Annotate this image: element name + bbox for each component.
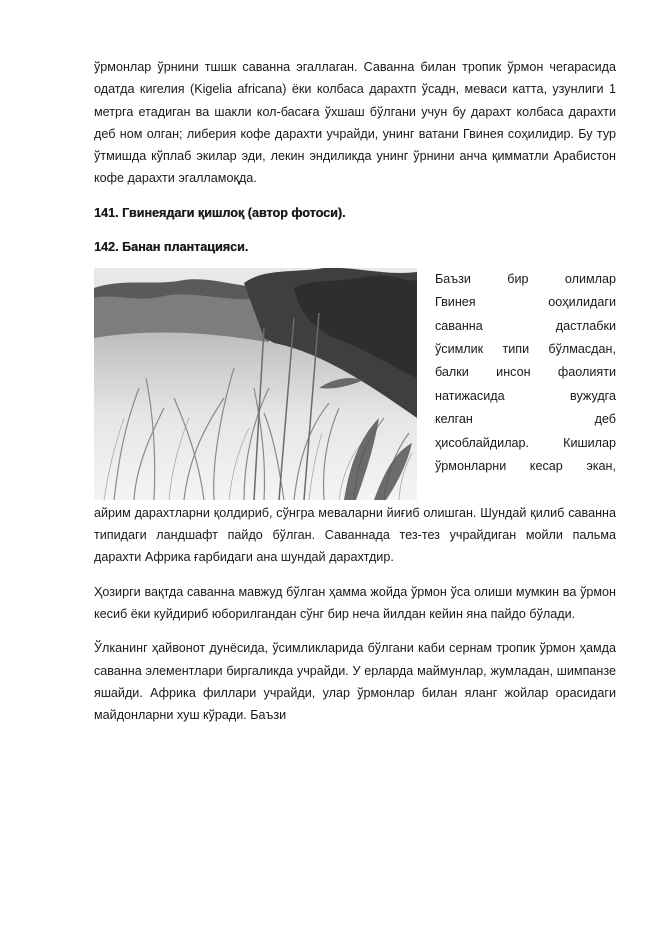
banana-plantation-photo: [94, 268, 417, 500]
paragraph-kigelia: ўрмонлар ўрнини тшшк саванна эгаллаган. Саванна билан тропик ўрмон чегарасида одатда кигелия (Kigelia africana) ёки колбаса дарахтп ўсадн, меваси катта, узунлиги 1 метрга етадиган ва шакли кол-басаға ўхшаш бўлгани учун бу дарахт колбаса дарахти деб ном олган; либерия кофе дарахти учрайди, унинг ватани Гвинея соҳилидир. Бу тур ўтмишда кўплаб экилар эди, лекин эндиликда унинг ўрнини анча қимматли Арабистон кофе дарахти эгалламоқда.: [94, 60, 616, 186]
document-page: [94, 56, 616, 726]
side-text-line: Гвинея ооҳилидаги: [435, 295, 616, 310]
side-text-line: натижасида вужудга: [435, 388, 616, 403]
figure-caption-141: 141. Гвинеядаги қишлоқ (автор фотоси).: [94, 205, 346, 220]
figure-with-text: [94, 268, 616, 569]
figure-caption-142: 142. Банан плантацияси.: [94, 239, 249, 254]
paragraph-savanna-origin-continued: айрим дарахтларни қолдириб, сўнгра меваларни йиғиб олишган. Шундай қилиб саванна типидаги ландшафт пайдо бўлган. Саваннада тез-тез учрайдиган мойли пальма дарахти Африка ғарбидаги ана шундай дарахтдир.: [94, 505, 616, 565]
paragraph-forest-regrowth: Ҳозирги вақтда саванна мавжуд бўлган ҳамма жойда ўрмон ўса олиши мумкин ва ўрмон кесиб ёки куйдириб юборилгандан сўнг бир неча йилдан кейин яна пайдо бўлади.: [94, 584, 616, 621]
side-text-line: саванна дастлабки: [435, 318, 616, 333]
side-text-line: келган деб: [435, 412, 616, 427]
side-text-line: ўсимлик типи бўлмасдан,: [435, 342, 616, 356]
side-text-line: Баъзи бир олимлар: [435, 271, 616, 286]
side-text-line: ўрмонларни кесар экан,: [435, 459, 616, 474]
side-text-line: балки инсон фаолияти: [435, 365, 616, 380]
paragraph-fauna: Ўлканинг ҳайвонот дунёсида, ўсимликларида бўлгани каби сернам тропик ўрмон ҳамда саванна элементлари биргаликда учрайди. У ерларда маймунлар, жумладан, шимпанзе яшайди. Африка филлари учрайди, улар ўрмонлар билан яланг жойлар орасидаги майдонларни хуш кўради. Баъзи: [94, 641, 616, 723]
side-text-line: ҳисоблайдилар. Кишилар: [435, 435, 616, 450]
